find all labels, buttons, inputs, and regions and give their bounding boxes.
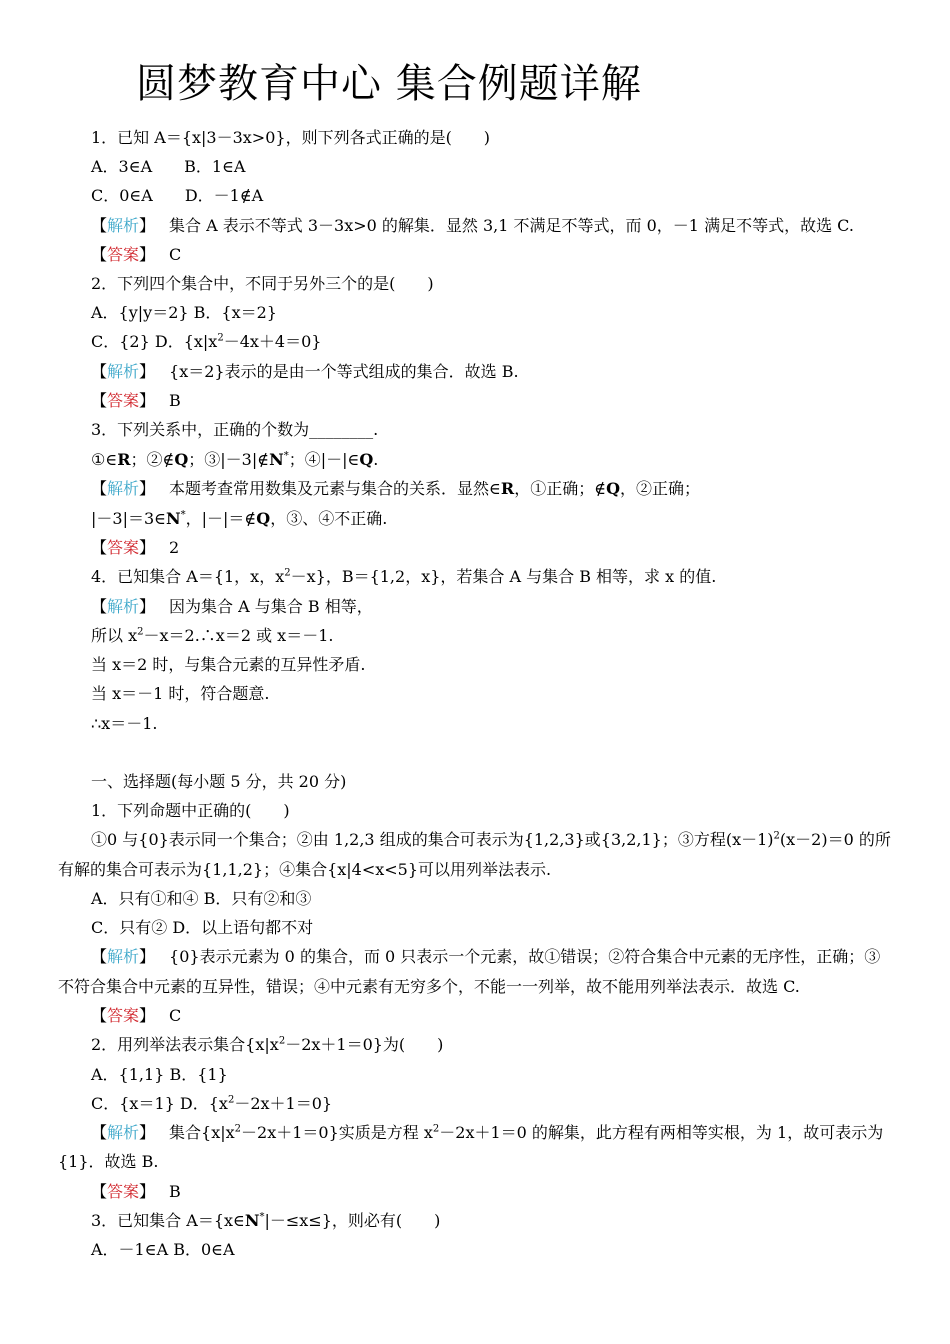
e1-question: 1．下列命题中正确的( ): [91, 801, 290, 820]
p3-relations: ①∈R；②∉Q；③|－3|∉N*；④|－|∈Q.: [91, 450, 379, 469]
analysis-tag: 【解析】: [91, 362, 156, 381]
e2-analysis: 【解析】 集合$\{x|x^2-2x+1=0\}$实质是方程 $x^2-2x+1=0$ 的解集，此方程有两相等实根，为 1，故可表示为: [91, 1123, 884, 1142]
e1-analysis-cont: 不符合集合中元素的互异性，错误；④中元素有无穷多个，不能一一列举，故不能用列举法表示．故选 C.: [58, 977, 800, 996]
e1-options-cd: C．只有② D．以上语句都不对: [91, 918, 314, 937]
answer-tag: 【答案】: [91, 245, 156, 264]
p4-step-3: 当 x＝－1 时，符合题意.: [91, 684, 270, 703]
analysis-tag: 【解析】: [91, 947, 156, 966]
analysis-tag: 【解析】: [91, 479, 156, 498]
e1-answer: 【答案】 C: [91, 1006, 182, 1025]
p2-options-cd: C．{2} D．$\{x|x^2-4x+4=0\}$: [91, 332, 322, 351]
analysis-tag: 【解析】: [91, 597, 156, 616]
p4-step-4: ∴x＝－1.: [91, 714, 158, 733]
analysis-tag: 【解析】: [91, 216, 156, 235]
p1-question: 1．已知 A＝{x|3－3x>0}，则下列各式正确的是( ): [91, 128, 491, 147]
p4-step-1: 所以 $x^2-x=2.\therefore x=2$ 或 x＝－1.: [91, 626, 334, 645]
answer-tag: 【答案】: [91, 1182, 156, 1201]
p3-question: 3．下列关系中，正确的个数为________.: [91, 420, 379, 439]
e3-question: 3．已知集合 A＝{x∈N*|－≤x≤}，则必有( ): [91, 1211, 441, 1230]
e1-options-ab: A．只有①和④ B．只有②和③: [91, 889, 312, 908]
p1-analysis: 【解析】 集合 A 表示不等式 3－3x>0 的解集．显然 3,1 不满足不等式，而 0，－1 满足不等式，故选 C.: [91, 216, 854, 235]
e2-options-cd: C．{x＝1} D．$\{x^2-2x+1=0\}$: [91, 1094, 333, 1113]
answer-tag: 【答案】: [91, 391, 156, 410]
e1-statement: ①0 与{0}表示同一个集合；②由 1,2,3 组成的集合可表示为{1,2,3}或{3,2,1}；③方程$(x-1)^2(x-2)=0$ 的所: [91, 830, 891, 849]
p4-question: 4．已知集合 A＝{1，x，$x^2-x$}，B＝{1,2，x}，若集合 A 与集合 B 相等，求 x 的值.: [91, 567, 717, 586]
e2-question: 2．用列举法表示集合$\{x|x^2-2x+1=0\}$为( ): [91, 1035, 444, 1054]
e1-statement-cont: 有解的集合可表示为{1,1,2}；④集合{x|4<x<5}可以用列举法表示.: [58, 860, 552, 879]
p1-options-cd: C．0∈A D．－1∉A: [91, 186, 264, 205]
p2-answer: 【答案】 B: [91, 391, 181, 410]
p4-analysis: 【解析】 因为集合 A 与集合 B 相等，: [91, 597, 373, 616]
p4-step-2: 当 x＝2 时，与集合元素的互异性矛盾.: [91, 655, 366, 674]
section-heading: 一、选择题(每小题 5 分，共 20 分): [91, 772, 347, 791]
analysis-tag: 【解析】: [91, 1123, 156, 1142]
p2-options-ab: A．{y|y＝2} B．{x＝2}: [91, 303, 277, 322]
p3-analysis-cont: |－3|＝3∈N*，|－|＝∉Q，③、④不正确.: [91, 509, 388, 528]
e2-answer: 【答案】 B: [91, 1182, 181, 1201]
p2-question: 2．下列四个集合中，不同于另外三个的是( ): [91, 274, 434, 293]
e2-analysis-cont: {1}．故选 B.: [58, 1152, 159, 1171]
p3-answer: 【答案】 2: [91, 538, 180, 557]
e3-options-ab: A．－1∈A B．0∈A: [91, 1240, 235, 1259]
p3-analysis: 【解析】 本题考查常用数集及元素与集合的关系．显然∈R，①正确；∉Q，②正确；: [91, 479, 701, 498]
p1-options-ab: A．3∈A B．1∈A: [91, 157, 246, 176]
e2-options-ab: A．{1,1} B．{1}: [91, 1065, 228, 1084]
e1-analysis: 【解析】 {0}表示元素为 0 的集合，而 0 只表示一个元素，故①错误；②符合集合中元素的无序性，正确；③: [91, 947, 881, 966]
p1-answer: 【答案】 C: [91, 245, 182, 264]
answer-tag: 【答案】: [91, 538, 156, 557]
answer-tag: 【答案】: [91, 1006, 156, 1025]
p2-analysis: 【解析】 {x＝2}表示的是由一个等式组成的集合．故选 B.: [91, 362, 519, 381]
page-title: 圆梦教育中心 集合例题详解: [136, 61, 642, 107]
